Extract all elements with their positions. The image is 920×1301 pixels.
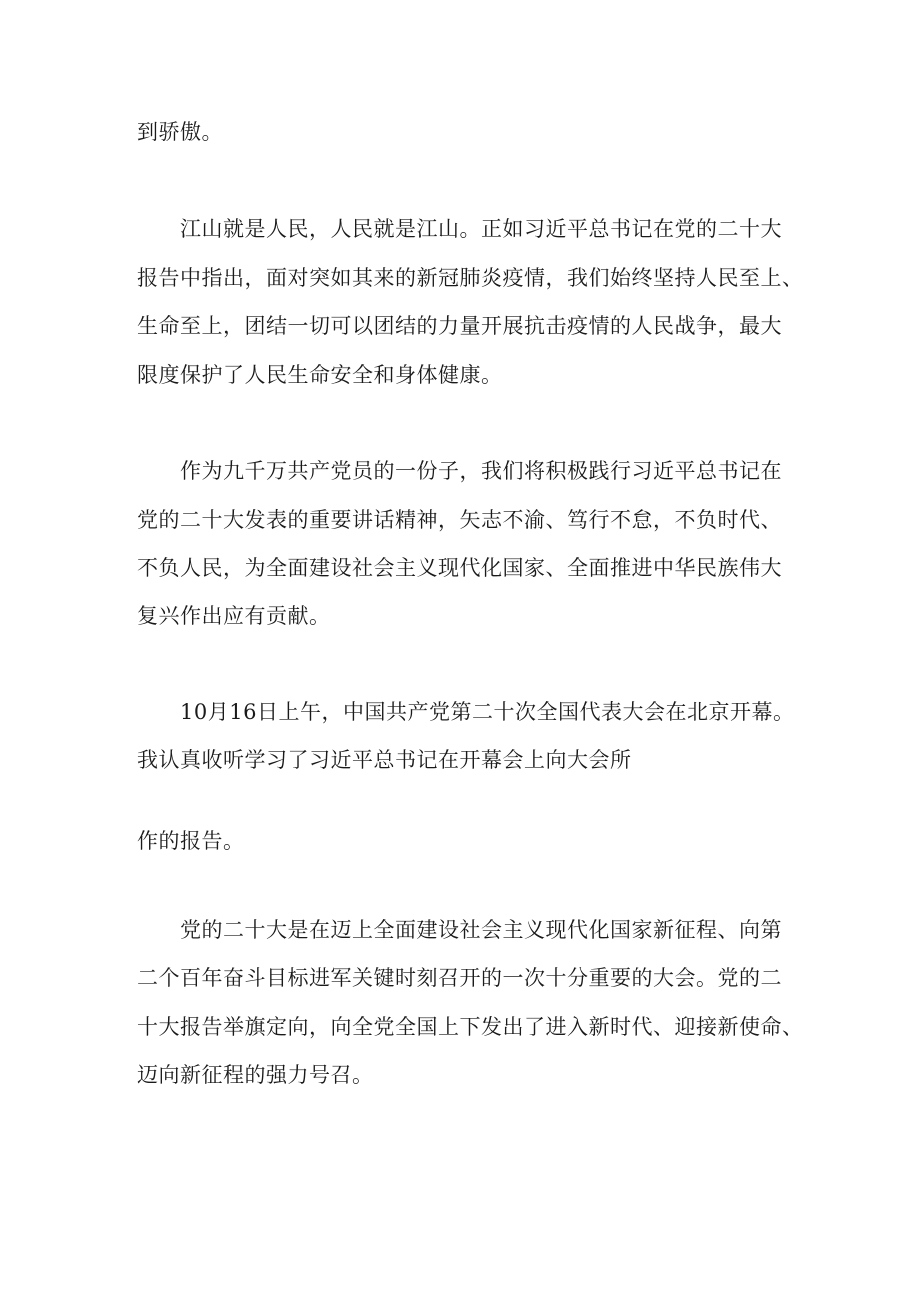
text-line-2: 江山就是人民，人民就是江山。正如习近平总书记在党的二十大 [180, 217, 782, 241]
text-line-14: 二个百年奋斗目标进军关键时刻召开的一次十分重要的大会。党的二 [137, 966, 782, 990]
text-line-10: 10月16日上午，中国共产党第二十次全国代表大会在北京开幕。 [180, 700, 795, 724]
text-line-13: 党的二十大是在迈上全面建设社会主义现代化国家新征程、向第 [180, 918, 782, 942]
text-line-9: 复兴作出应有贡献。 [137, 604, 331, 628]
text-line-8: 不负人民，为全面建设社会主义现代化国家、全面推进中华民族伟大 [137, 556, 782, 580]
text-line-3: 报告中指出，面对突如其来的新冠肺炎疫情，我们始终坚持人民至上、 [137, 266, 804, 290]
text-line-12: 作的报告。 [137, 829, 245, 853]
text-line-16: 迈向新征程的强力号召。 [137, 1063, 374, 1087]
text-line-4: 生命至上，团结一切可以团结的力量开展抗击疫情的人民战争，最大 [137, 314, 782, 338]
text-line-7: 党的二十大发表的重要讲话精神，矢志不渝、笃行不怠，不负时代、 [137, 508, 782, 532]
text-line-5: 限度保护了人民生命安全和身体健康。 [137, 363, 503, 387]
text-line-1: 到骄傲。 [137, 120, 223, 144]
text-line-15: 十大报告举旗定向，向全党全国上下发出了进入新时代、迎接新使命、 [137, 1015, 804, 1039]
text-line-11: 我认真收听学习了习近平总书记在开幕会上向大会所 [137, 748, 632, 772]
text-line-6: 作为九千万共产党员的一份子，我们将积极践行习近平总书记在 [180, 459, 782, 483]
